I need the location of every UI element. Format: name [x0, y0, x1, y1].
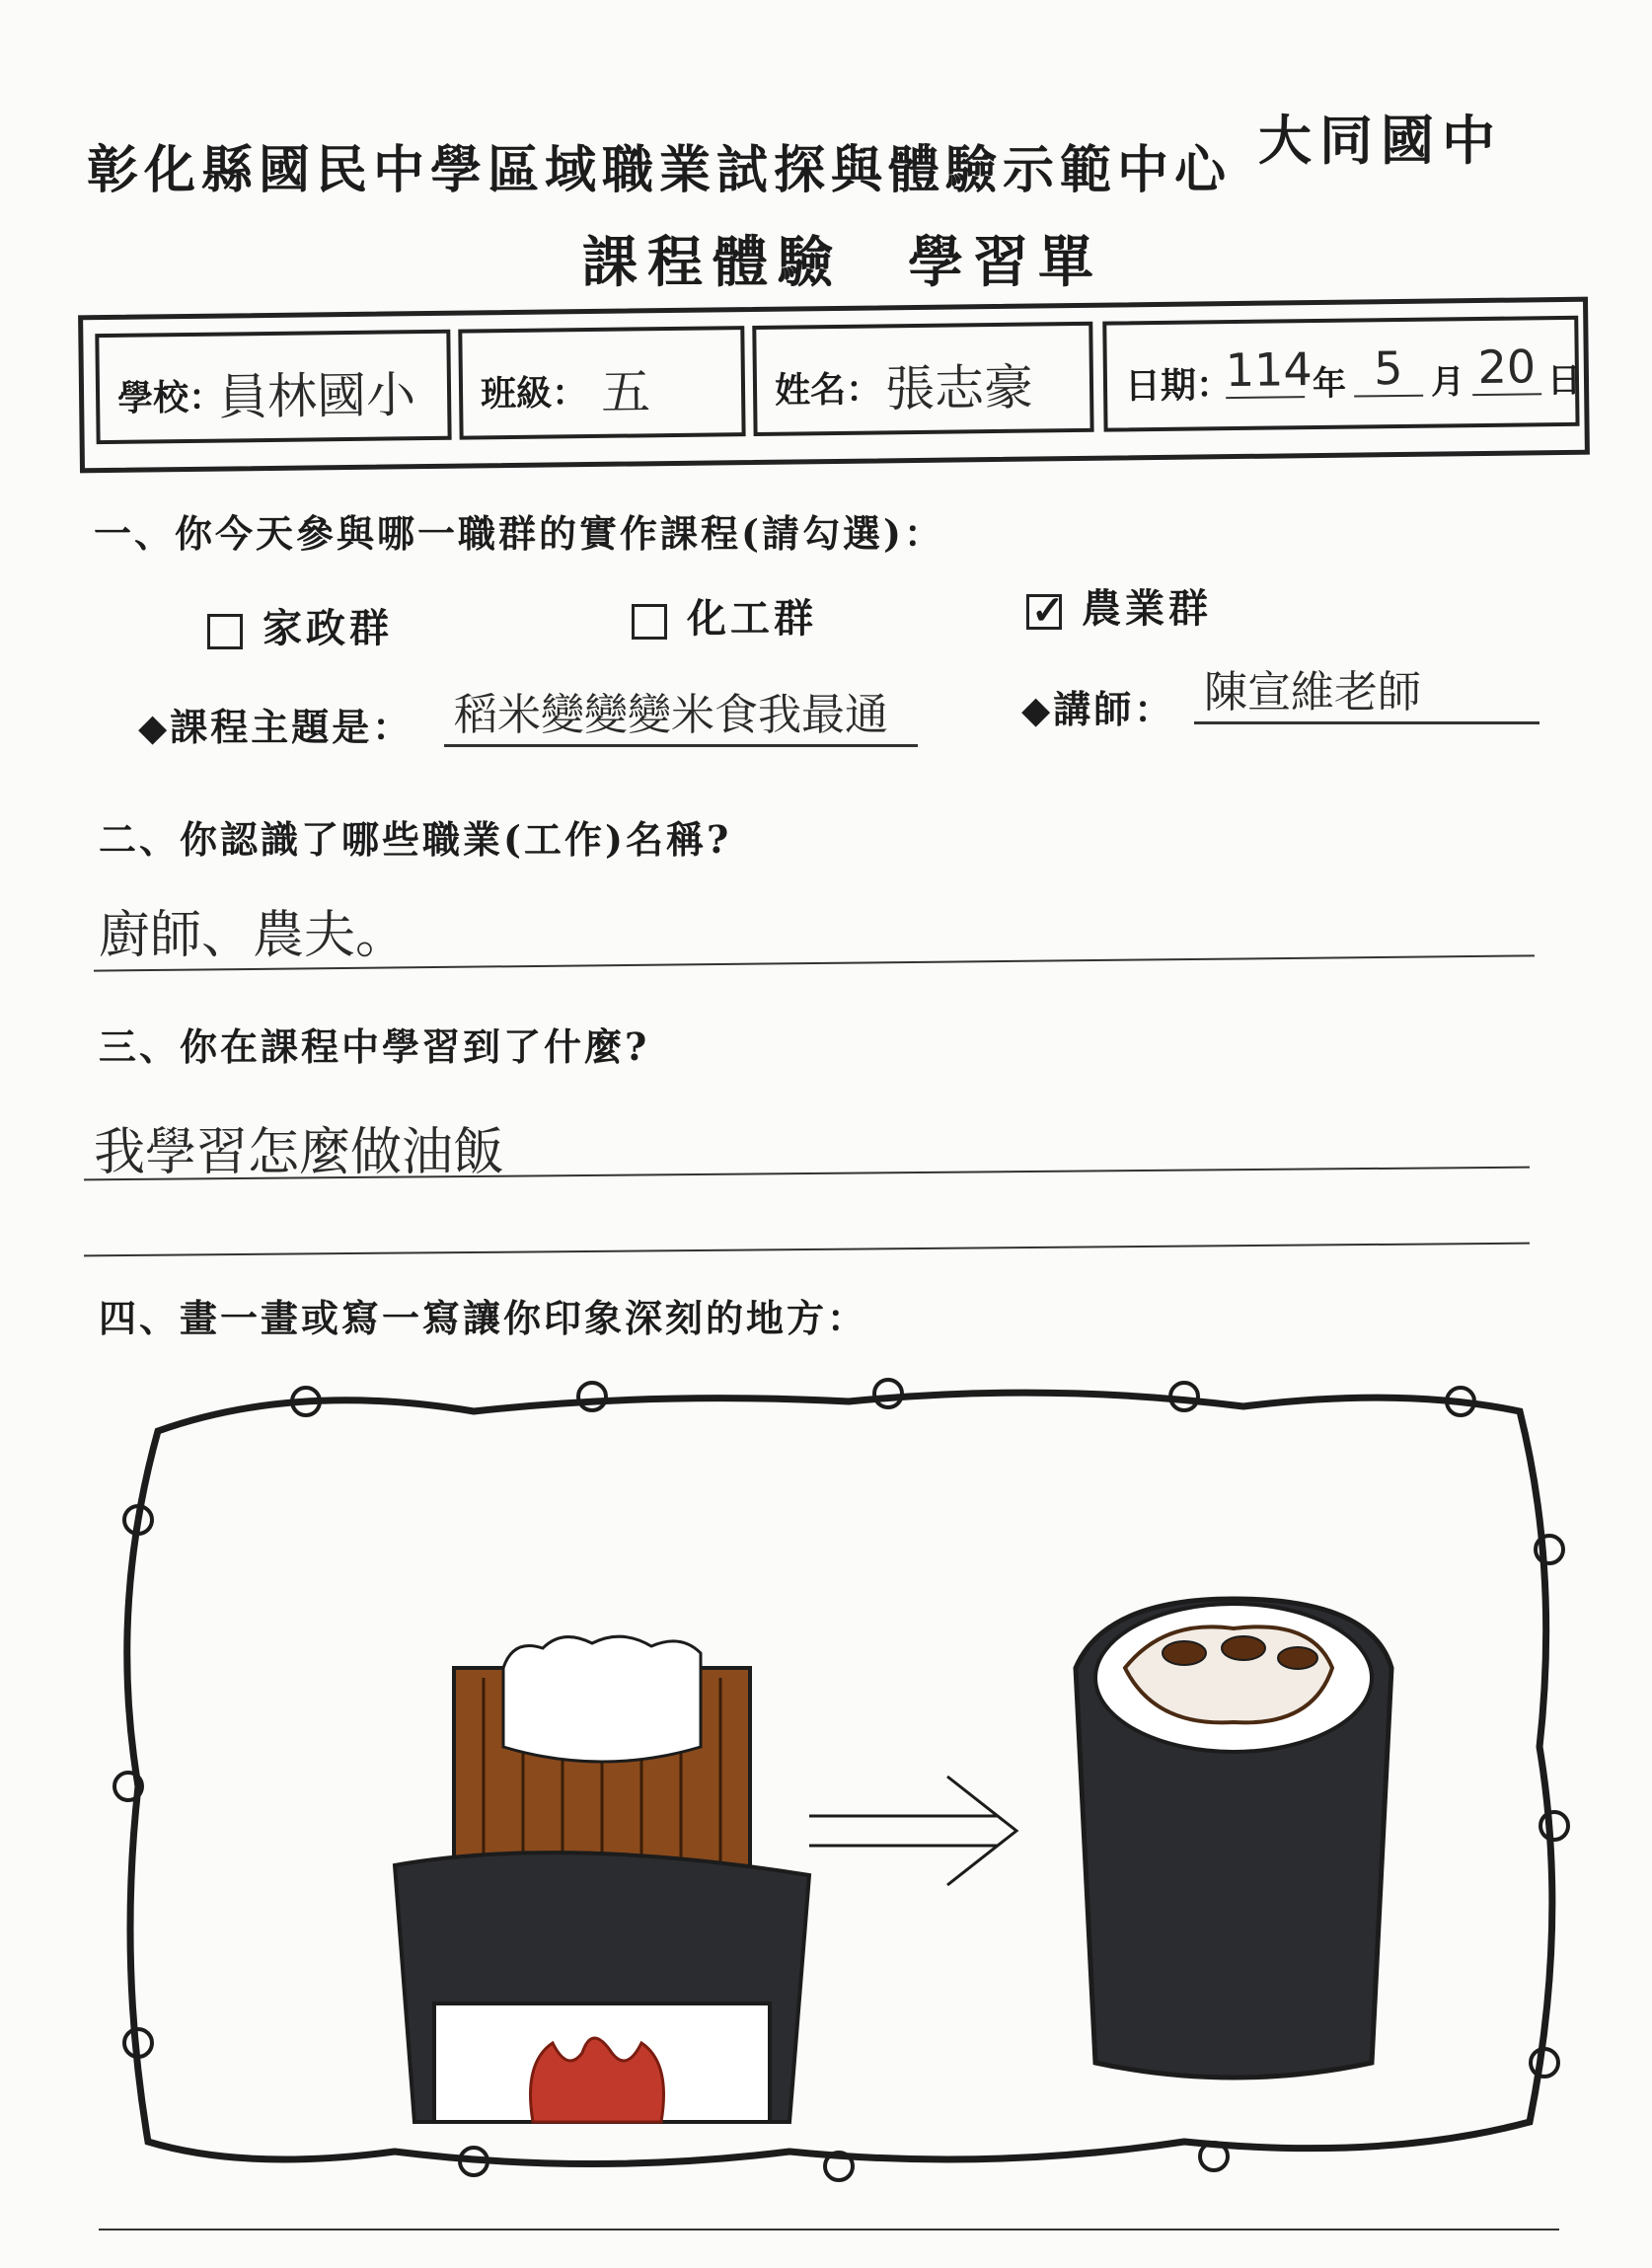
school-value[interactable]: 員林國小 [217, 366, 416, 426]
day-value[interactable]: 20 [1471, 340, 1541, 396]
flame-icon [531, 2038, 664, 2122]
option-label: 農業群 [1082, 585, 1212, 632]
header-title: 彰化縣國民中學區域職業試探與體驗示範中心 [87, 140, 1233, 200]
q3-answer[interactable]: 我學習怎麼做油飯 [94, 1123, 505, 1182]
month-unit: 月 [1430, 362, 1465, 403]
header-school: 大同國中 [1258, 109, 1503, 172]
oil-rice-illustration [1076, 1599, 1391, 2078]
year-value[interactable]: 114 [1225, 342, 1313, 398]
topic-value[interactable]: 稻米變變變米食我最通 [444, 679, 918, 747]
option-agriculture[interactable] [1026, 577, 1212, 634]
name-cell [752, 322, 1093, 436]
q2-heading: 二、你認識了哪些職業(工作)名稱? [99, 817, 732, 862]
arrow-icon [809, 1777, 1016, 1885]
drawing-area [99, 1372, 1579, 2211]
date-cell [1102, 316, 1582, 432]
steamer-illustration [395, 1636, 809, 2122]
teacher-value[interactable]: 陳宣維老師 [1194, 656, 1539, 724]
q2-answer[interactable]: 廚師、農夫。 [99, 906, 408, 965]
school-cell [95, 330, 451, 444]
class-value[interactable]: 五 [600, 363, 651, 421]
checkbox-agriculture[interactable] [1026, 587, 1069, 634]
year-unit: 年 [1312, 363, 1347, 405]
day-unit: 日 [1546, 360, 1582, 402]
bottom-line [99, 2229, 1559, 2230]
checkbox-home-economics[interactable] [207, 614, 243, 649]
school-label: 學校： [116, 376, 225, 419]
option-chemical[interactable] [632, 587, 817, 643]
checkbox-chemical[interactable] [632, 604, 667, 640]
class-cell [458, 326, 745, 440]
topic-label: ◆課程主題是： [138, 705, 413, 749]
date-label: 日期： [1124, 364, 1233, 408]
option-label: 家政群 [263, 605, 393, 651]
q4-heading: 四、畫一畫或寫一寫讓你印象深刻的地方： [99, 1296, 868, 1340]
q3-heading: 三、你在課程中學習到了什麼? [99, 1024, 650, 1069]
month-value[interactable]: 5 [1354, 341, 1424, 398]
sheet-title: 課程體驗 學習單 [582, 230, 1103, 295]
option-home-economics[interactable] [207, 597, 393, 653]
option-label: 化工群 [687, 595, 817, 642]
class-label: 班級： [480, 372, 588, 416]
name-label: 姓名： [774, 368, 882, 412]
q3-answer-line-2 [84, 1243, 1530, 1257]
name-value[interactable]: 張志豪 [884, 358, 1034, 418]
info-table [78, 297, 1590, 474]
steamed-rice [503, 1636, 701, 1762]
checkmark-icon: ✓ [1031, 587, 1069, 634]
teacher-label: ◆講師： [1021, 687, 1175, 731]
q1-heading: 一、你今天參與哪一職群的實作課程(請勾選)： [94, 511, 944, 556]
